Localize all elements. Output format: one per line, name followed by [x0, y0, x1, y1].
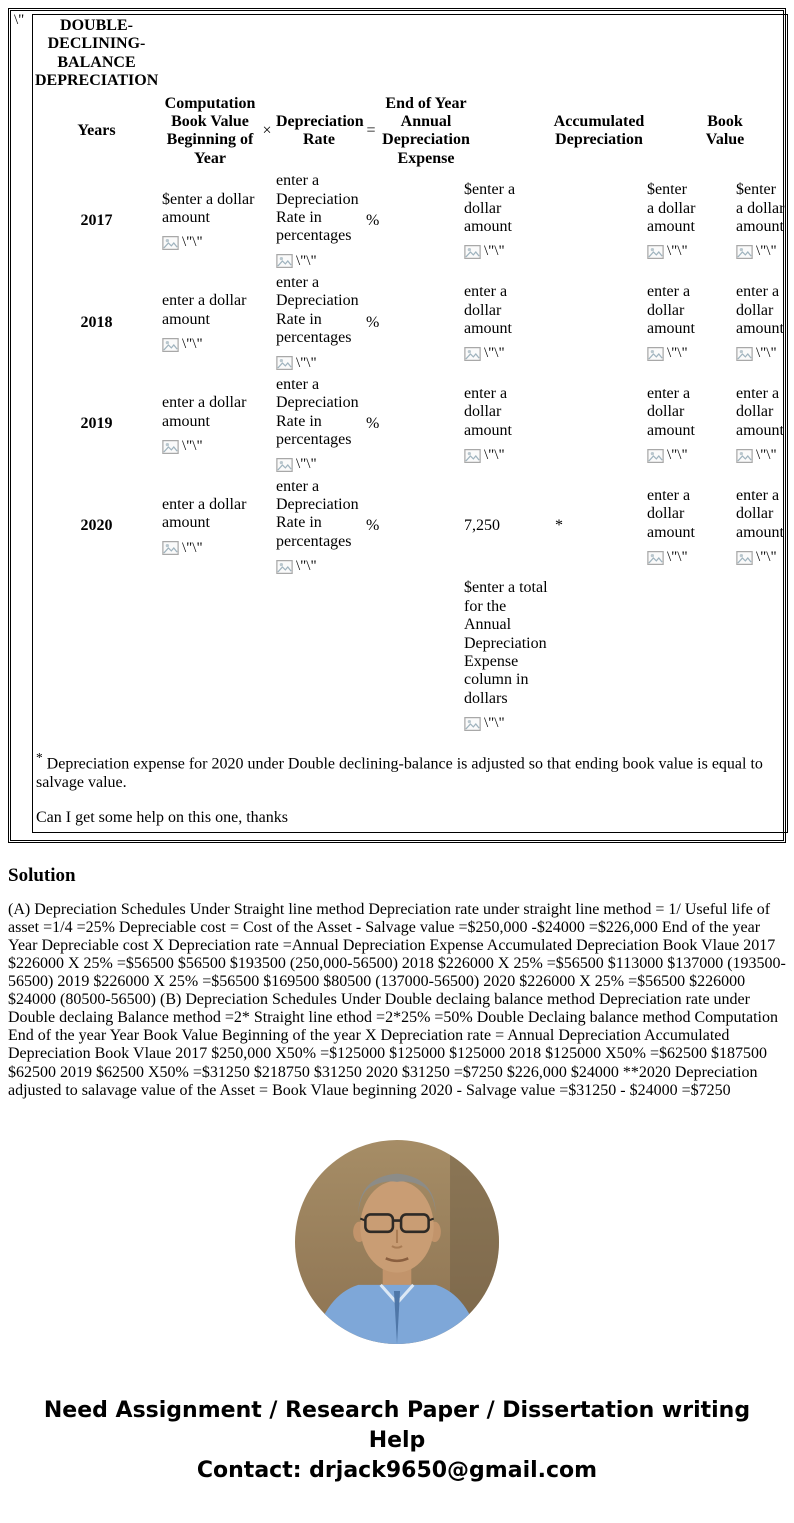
broken-image-icon — [464, 717, 481, 731]
rate-cell-2019: enter a Depreciation Rate in percentages \"\" — [274, 374, 364, 476]
accumulated-cell-2017: $enter a dollar amount \"\" — [550, 179, 700, 262]
empty-cell — [550, 653, 787, 658]
broken-image-icon — [736, 245, 753, 259]
broken-image-alt: \"\" — [667, 447, 688, 464]
broken-image-placeholder — [276, 355, 362, 372]
broken-image-placeholder — [736, 243, 785, 260]
broken-image-alt: \"\" — [756, 548, 777, 565]
year-cell-2020: 2020 — [80, 517, 113, 535]
percent-sign-2018: % — [366, 313, 380, 331]
broken-image-alt: \"\" — [484, 715, 505, 732]
broken-image-icon — [736, 347, 753, 361]
broken-image-placeholder — [464, 447, 548, 464]
question-container — [8, 8, 786, 843]
broken-image-icon — [647, 347, 664, 361]
book-value-cell-2017: $enter a dollar amount \"\" — [736, 181, 785, 260]
broken-image-icon — [647, 551, 664, 565]
computation-cell-2017: $enter a dollar amount \"\" — [160, 189, 260, 254]
broken-image-icon — [464, 245, 481, 259]
footer-contact-block — [16, 1396, 778, 1486]
multiply-sign: × — [262, 122, 272, 140]
broken-image-placeholder — [736, 447, 785, 464]
footnote — [33, 734, 787, 794]
rate-cell-2020: enter a Depreciation Rate in percentages \"\" — [274, 476, 364, 578]
tutor-photo-illustration — [295, 1140, 499, 1344]
table-title-spacer — [160, 51, 787, 56]
percent-sign-2020: % — [366, 517, 380, 535]
broken-image-placeholder — [736, 549, 785, 566]
broken-image-placeholder — [464, 243, 548, 260]
help-request-text: Can I get some help on this one, thanks — [36, 809, 288, 827]
col-header-book-value: Book Value — [705, 112, 745, 149]
year-cell-2019: 2019 — [80, 415, 113, 433]
computation-cell-2020: enter a dollar amount \"\" — [160, 494, 260, 559]
broken-image-placeholder — [647, 447, 698, 464]
broken-image-icon — [736, 449, 753, 463]
broken-image-alt: \"\" — [484, 447, 505, 464]
broken-image-icon — [162, 541, 179, 555]
broken-image-icon — [276, 356, 293, 370]
broken-image-placeholder — [647, 243, 698, 260]
solution-text: (A) Depreciation Schedules Under Straight line method Depreciation rate under straight line method = 1/ Useful life of asset =1/4 =25% Depreciable cost = Cost of the Asset - Salvage value =$250,000 -$24000 =$226,000 End of the year Year Depreciable cost X Depreciation rate =Annual Depreciation Expense Accumulated Depreciation Book Vlaue 2017 $226000 X 25% =$56500 $56500 $193500 (250,000-56500) 2018 $226000 X 25% =$56500 $113000 $137000 (193500-56500) 2019 $226000 X 25% =$56500 $169500 $80500 (137000-56500) 2020 $226000 X 25% =$56500 $226000 $24000 (80500-56500) (B) Depreciation Schedules Under Double declaing balance method Depreciation rate under Double declaing Balance method =2* Straight line ethod =2*25% =50% Double Declaing balance method Computation End of the year Year Book Value Beginning of the year X Depreciation rate = Annual Depreciation Accumulated Depreciation Book Vlaue 2017 $250,000 X50% =$125000 $125000 $125000 2018 $125000 X50% =$62500 $187500 $62500 2019 $62500 X50% =$31250 $218750 $31250 2020 $31250 =$7250 $226,000 $24000 **2020 Depreciation adjusted to salavage value of the Asset = Book Vlaue beginning 2020 - Salvage value =$31250 - $24000 =$7250 — [8, 900, 786, 1099]
broken-image-alt: \"\" — [182, 336, 203, 353]
expense-cell-2020: 7,250 — [464, 517, 500, 535]
broken-image-icon — [464, 347, 481, 361]
expense-cell-2018: enter a dollar amount \"\" — [378, 281, 550, 364]
broken-image-icon — [162, 236, 179, 250]
accumulated-cell-2020: * enter a dollar amount \"\" — [550, 485, 700, 568]
broken-image-alt: \"\" — [484, 345, 505, 362]
broken-image-alt: \"\" — [296, 354, 317, 371]
broken-image-icon — [464, 449, 481, 463]
col-header-expense: End of Year Annual Depreciation Expense — [382, 94, 470, 167]
broken-image-alt: \"\" — [182, 234, 203, 251]
year-cell-2018: 2018 — [80, 313, 113, 331]
empty-cell — [260, 524, 274, 529]
empty-cell — [260, 219, 274, 224]
expense-total-cell: $enter a total for the Annual Depreciation Expense column in dollars \"\" — [464, 579, 548, 732]
solution-heading: Solution — [8, 864, 76, 886]
broken-image-alt: \"\" — [182, 437, 203, 454]
broken-image-icon — [276, 458, 293, 472]
broken-image-alt: \"\" — [756, 243, 777, 260]
broken-image-alt: \"\" — [756, 345, 777, 362]
escaped-quote-artifact: \" — [14, 12, 25, 28]
rate-cell-2017: enter a Depreciation Rate in percentages \"\" — [274, 170, 364, 272]
table-title: DOUBLE-DECLINING-BALANCE DEPRECIATION — [35, 17, 159, 90]
empty-cell — [260, 320, 274, 325]
percent-sign-2017: % — [366, 211, 380, 229]
col-header-depreciation-rate: Depreciation Rate — [276, 112, 364, 149]
broken-image-alt: \"\" — [667, 548, 688, 565]
question-inner-cell — [10, 10, 784, 841]
footer-contact-email: Contact: drjack9650@gmail.com — [196, 1457, 598, 1483]
broken-image-alt: \"\" — [484, 243, 505, 260]
broken-image-placeholder — [736, 345, 785, 362]
broken-image-placeholder — [276, 558, 362, 575]
broken-image-icon — [736, 551, 753, 565]
broken-image-placeholder — [647, 549, 698, 566]
broken-image-placeholder — [162, 336, 258, 353]
broken-image-icon — [647, 245, 664, 259]
empty-cell — [33, 653, 378, 658]
book-value-cell-2020: enter a dollar amount \"\" — [736, 486, 784, 565]
broken-image-placeholder — [162, 540, 258, 557]
expense-cell-2017: $enter a dollar amount \"\" — [378, 179, 550, 262]
footnote-text: Depreciation expense for 2020 under Double declining-balance is adjusted so that ending book value is equal to salvage value. — [36, 755, 763, 792]
broken-image-placeholder — [647, 345, 698, 362]
accumulated-cell-2018: enter a dollar amount \"\" — [550, 281, 700, 364]
col-header-years: Years — [77, 122, 116, 140]
computation-cell-2018: enter a dollar amount \"\" — [160, 290, 260, 355]
broken-image-alt: \"\" — [182, 539, 203, 556]
broken-image-icon — [276, 254, 293, 268]
footer-help-text: Need Assignment / Research Paper / Dissertation writing Help — [43, 1397, 751, 1453]
broken-image-alt: \"\" — [296, 558, 317, 575]
tutor-photo — [295, 1140, 499, 1344]
empty-cell — [260, 422, 274, 427]
computation-cell-2019: enter a dollar amount \"\" — [160, 392, 260, 457]
col-header-accumulated: Accumulated Depreciation — [553, 112, 645, 149]
broken-image-icon — [162, 338, 179, 352]
broken-image-placeholder — [276, 253, 362, 270]
depreciation-table — [32, 14, 788, 833]
broken-image-alt: \"\" — [296, 456, 317, 473]
broken-image-alt: \"\" — [667, 243, 688, 260]
col-header-computation: Computation Book Value Beginning of Year — [164, 94, 256, 167]
broken-image-placeholder — [464, 715, 548, 732]
adjustment-star: * — [555, 517, 563, 535]
broken-image-icon — [162, 440, 179, 454]
broken-image-alt: \"\" — [667, 345, 688, 362]
broken-image-placeholder — [276, 456, 362, 473]
broken-image-alt: \"\" — [296, 252, 317, 269]
accumulated-cell-2019: enter a dollar amount \"\" — [550, 383, 700, 466]
expense-cell-2019: enter a dollar amount \"\" — [378, 383, 550, 466]
footnote-star: * — [36, 750, 43, 766]
equals-sign: = — [366, 122, 376, 140]
broken-image-icon — [647, 449, 664, 463]
broken-image-placeholder — [162, 438, 258, 455]
book-value-cell-2019: enter a dollar amount \"\" — [736, 384, 784, 464]
broken-image-icon — [276, 560, 293, 574]
broken-image-placeholder — [464, 345, 548, 362]
percent-sign-2019: % — [366, 415, 380, 433]
broken-image-placeholder — [162, 234, 258, 251]
year-cell-2017: 2017 — [80, 211, 113, 229]
broken-image-alt: \"\" — [756, 447, 777, 464]
rate-cell-2018: enter a Depreciation Rate in percentages \"\" — [274, 272, 364, 374]
book-value-cell-2018: enter a dollar amount \"\" — [736, 283, 784, 362]
